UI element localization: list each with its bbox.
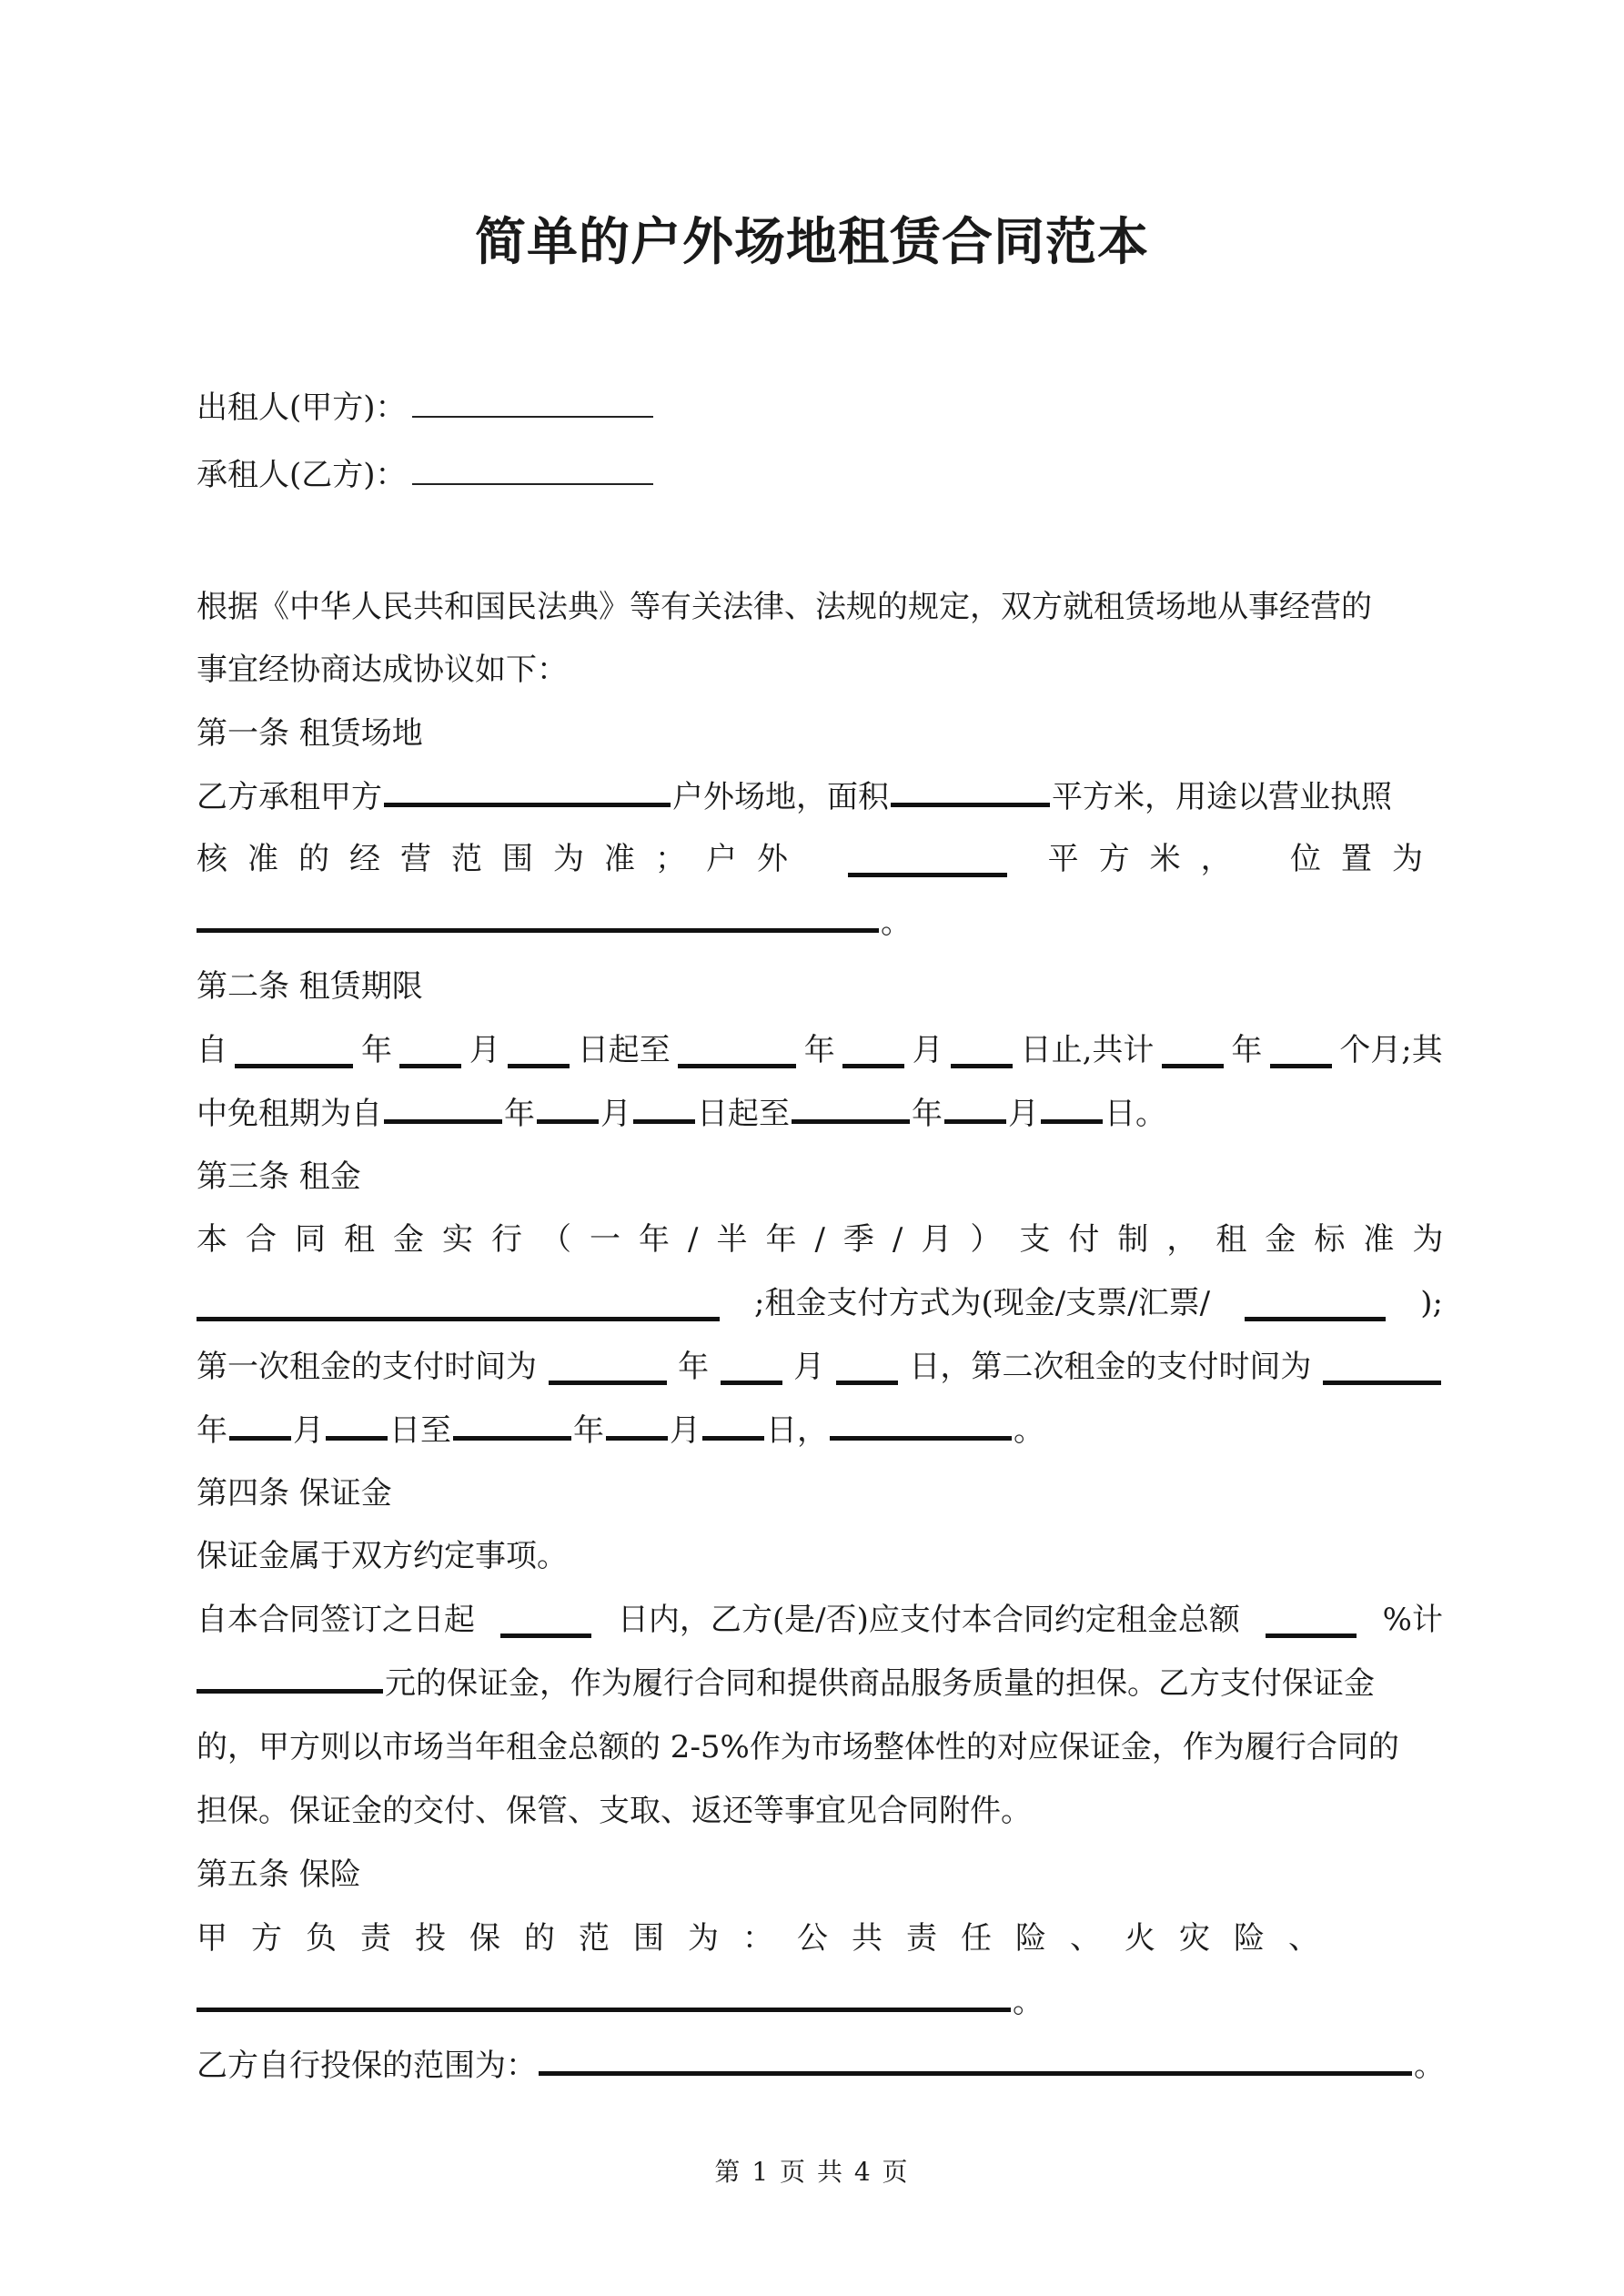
lessor-blank xyxy=(412,410,653,418)
article-1-text: 核准的经营范围为准；户外 xyxy=(197,841,808,877)
article-4-line-4: 担保。保证金的交付、保管、支取、返还等事宜见合同附件。 xyxy=(197,1793,1032,1829)
article-1-text: 户外场地，面积 xyxy=(672,779,889,815)
article-4-heading: 第四条 保证金 xyxy=(197,1475,392,1512)
blank xyxy=(1041,1114,1103,1124)
article-5-text: 。 xyxy=(1013,1984,1044,2020)
article-3-text: 日至 xyxy=(389,1412,451,1449)
article-2-text: 日止,共计 xyxy=(1020,1032,1155,1068)
article-1-text: 平方米， xyxy=(1047,841,1252,877)
article-2-text: 月 xyxy=(1008,1096,1039,1132)
article-2-text: 月 xyxy=(600,1096,631,1132)
article-3-text: 年 xyxy=(197,1412,227,1449)
article-1-line-3 xyxy=(197,905,912,941)
blank xyxy=(549,1375,667,1385)
page-number: 第 1 页 共 4 页 xyxy=(714,2157,910,2187)
article-3-text: 月 xyxy=(793,1349,825,1385)
blank xyxy=(1245,1311,1386,1321)
blank xyxy=(944,1114,1006,1124)
article-3-text: 年 xyxy=(573,1412,604,1449)
article-3-text: 第一次租金的支付时间为 xyxy=(197,1349,537,1385)
article-4-line-3: 的，甲方则以市场当年租金总额的 2-5%作为市场整体性的对应保证金，作为履行合同的 xyxy=(197,1729,1399,1765)
article-5-heading: 第五条 保险 xyxy=(197,1856,361,1893)
article-4-text: 日内，乙方(是/否)应支付本合同约定租金总额 xyxy=(617,1602,1240,1638)
lessee-line xyxy=(197,457,653,493)
lessor-line xyxy=(197,389,653,426)
article-5-line-2 xyxy=(197,1984,1044,2020)
article-1-text: 位置为 xyxy=(1289,841,1443,877)
blank xyxy=(235,1058,353,1068)
article-3-line-1 xyxy=(197,1221,1462,1258)
blank xyxy=(453,1431,571,1441)
article-2-text: 中免租期为自 xyxy=(197,1096,382,1132)
blank xyxy=(606,1431,668,1441)
blank xyxy=(197,1311,720,1321)
article-2-line-1 xyxy=(197,1032,1443,1068)
article-2-text: 年 xyxy=(1231,1032,1263,1068)
blank xyxy=(1323,1375,1441,1385)
article-1-heading: 第一条 租赁场地 xyxy=(197,715,423,752)
article-2-text: 年 xyxy=(912,1096,943,1132)
article-5-text: 甲方负责投保的范围为：公共责任险、火灾险、 xyxy=(197,1920,1343,1957)
article-3-line-3 xyxy=(197,1349,1443,1385)
blank xyxy=(1266,1628,1357,1638)
blank xyxy=(539,2066,1412,2076)
blank xyxy=(500,1628,591,1638)
article-1-text: 。 xyxy=(881,905,912,941)
article-3-text: 日，第二次租金的支付时间为 xyxy=(909,1349,1312,1385)
blank xyxy=(830,1431,1012,1441)
blank xyxy=(229,1431,291,1441)
document-title: 简单的户外场地租赁合同范本 xyxy=(475,212,1149,272)
article-1-line-2 xyxy=(197,841,1443,877)
blank xyxy=(702,1431,764,1441)
blank xyxy=(891,797,1050,807)
blank xyxy=(792,1114,910,1124)
article-4-text: %计 xyxy=(1382,1602,1443,1638)
blank xyxy=(537,1114,599,1124)
article-2-heading: 第二条 租赁期限 xyxy=(197,968,423,1005)
blank xyxy=(678,1058,796,1068)
article-4-para-1: 保证金属于双方约定事项。 xyxy=(197,1538,568,1574)
article-2-text: 月 xyxy=(469,1032,500,1068)
intro-line-2: 事宜经协商达成协议如下： xyxy=(197,652,568,688)
blank xyxy=(197,923,879,933)
article-3-text: ;租金支付方式为(现金/支票/汇票/ xyxy=(754,1285,1211,1321)
blank xyxy=(197,1684,383,1694)
article-2-text: 年 xyxy=(504,1096,535,1132)
article-1-line-1 xyxy=(197,779,1392,815)
article-2-text: 年 xyxy=(803,1032,835,1068)
article-2-text: 日起至 xyxy=(697,1096,790,1132)
article-2-text: 日起至 xyxy=(577,1032,671,1068)
lessee-blank xyxy=(412,478,653,485)
article-3-text: 租金标准为 xyxy=(1215,1221,1462,1258)
blank xyxy=(508,1058,570,1068)
article-3-line-2 xyxy=(197,1285,1443,1321)
article-4-line-2 xyxy=(197,1665,1375,1702)
blank xyxy=(326,1431,388,1441)
article-3-text: 月 xyxy=(293,1412,324,1449)
blank xyxy=(951,1058,1013,1068)
article-2-text: 自 xyxy=(197,1032,227,1068)
article-3-heading: 第三条 租金 xyxy=(197,1158,361,1195)
article-5-line-1 xyxy=(197,1920,1443,1957)
blank xyxy=(384,797,671,807)
article-4-line-1 xyxy=(197,1602,1443,1638)
article-2-text: 日。 xyxy=(1105,1096,1166,1132)
blank xyxy=(399,1058,461,1068)
article-3-text: ); xyxy=(1420,1285,1443,1321)
article-2-text: 月 xyxy=(912,1032,943,1068)
article-2-text: 年 xyxy=(360,1032,392,1068)
article-2-text: 个月;其 xyxy=(1339,1032,1443,1068)
blank xyxy=(836,1375,898,1385)
blank xyxy=(197,2002,1011,2012)
article-1-text: 平方米，用途以营业执照 xyxy=(1052,779,1392,815)
blank xyxy=(633,1114,695,1124)
article-1-text: 乙方承租甲方 xyxy=(197,779,382,815)
article-5-line-3 xyxy=(197,2048,1445,2084)
article-5-text: 乙方自行投保的范围为： xyxy=(197,2048,537,2084)
article-3-text: 月 xyxy=(670,1412,701,1449)
blank xyxy=(1270,1058,1332,1068)
article-3-text: 日， xyxy=(766,1412,828,1449)
intro-line-1: 根据《中华人民共和国民法典》等有关法律、法规的规定，双方就租赁场地从事经营的 xyxy=(197,589,1372,625)
blank xyxy=(721,1375,782,1385)
article-3-text: 本合同租金实行（一年/半年/季/月）支付制， xyxy=(197,1221,1216,1258)
article-4-text: 自本合同签订之日起 xyxy=(197,1602,475,1638)
lessee-label: 承租人(乙方)： xyxy=(197,457,407,493)
lessor-label: 出租人(甲方)： xyxy=(197,389,407,426)
blank xyxy=(1162,1058,1224,1068)
article-5-text: 。 xyxy=(1414,2048,1445,2084)
article-3-text: 年 xyxy=(678,1349,710,1385)
article-2-line-2 xyxy=(197,1096,1166,1132)
blank xyxy=(842,1058,904,1068)
article-3-text: 。 xyxy=(1014,1412,1044,1449)
blank xyxy=(848,867,1007,877)
article-4-text: 元的保证金，作为履行合同和提供商品服务质量的担保。乙方支付保证金 xyxy=(385,1665,1375,1702)
blank xyxy=(384,1114,502,1124)
article-3-line-4 xyxy=(197,1412,1044,1449)
